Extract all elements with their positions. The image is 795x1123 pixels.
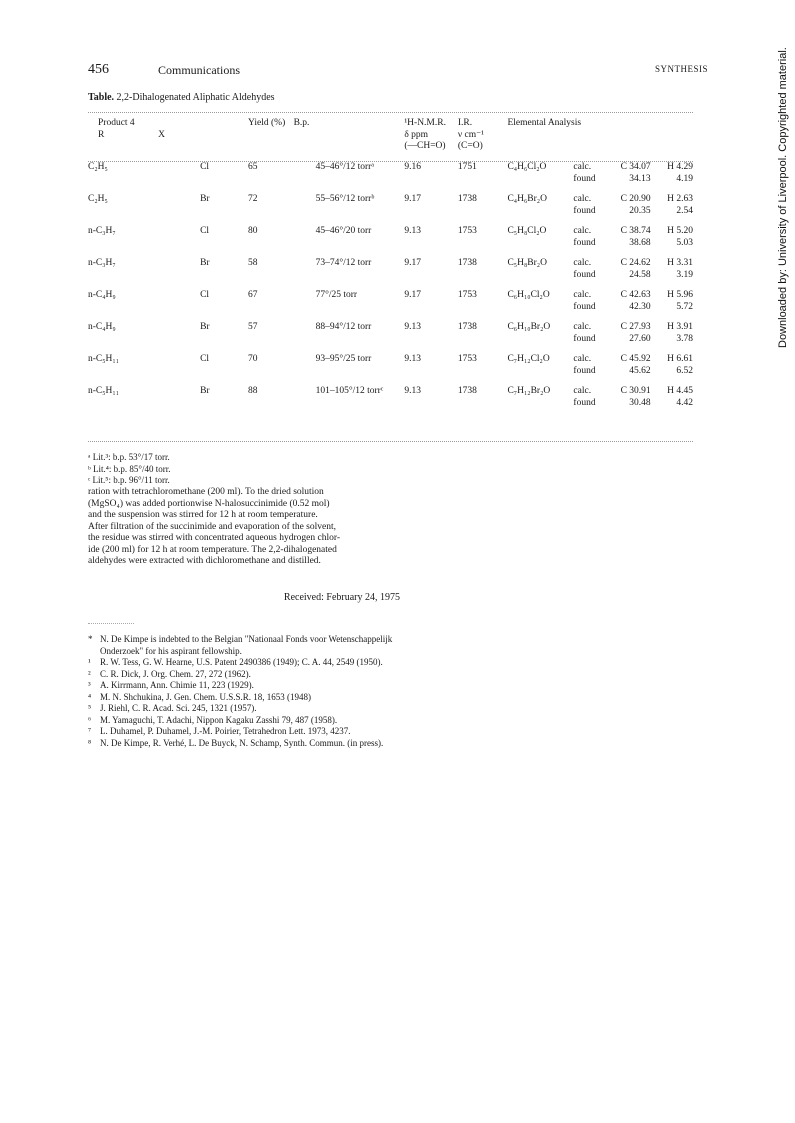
cell-carbon-calc: C 27.93: [620, 322, 651, 332]
cell-nmr: 9.13: [404, 226, 421, 236]
cell-r: C₂H₅: [88, 162, 108, 172]
cell-bp: 55–56°/12 torrᵇ: [315, 194, 375, 204]
cell-carbon-calc: C 34.07: [620, 162, 651, 172]
cell-hydrogen-calc: H 3.91: [667, 322, 693, 332]
cell-formula: C₅H₈Cl₂O: [507, 226, 547, 236]
cell-carbon-found: 45.62: [629, 365, 651, 376]
table-row: [88, 162, 693, 194]
reference-item: [88, 715, 408, 727]
table-top-rule: [88, 112, 693, 113]
cell-r: n-C₅H₁₁: [88, 354, 120, 364]
cell-hydrogen: [651, 226, 693, 258]
reference-mark: ⁵: [88, 703, 92, 713]
received-date: Received: February 24, 1975: [283, 592, 400, 603]
cell-yield: 88: [248, 386, 258, 396]
table-header-row: [88, 118, 693, 162]
cell-hydrogen-calc: H 2.63: [667, 194, 693, 204]
cell-nmr: 9.13: [404, 354, 421, 364]
cell-label-found: found: [573, 301, 596, 312]
cell-formula: C₄H₆Cl₂O: [507, 162, 547, 172]
table-row: [88, 194, 693, 226]
cell-carbon-found: 20.35: [629, 205, 651, 216]
cell-carbon: [611, 354, 650, 386]
col-r: R: [98, 129, 105, 140]
cell-yield: 80: [248, 226, 258, 236]
reference-mark: ¹: [88, 657, 91, 667]
cell-yield: 65: [248, 162, 258, 172]
body-line: and the suspension was stirred for 12 h at room temperature.: [88, 510, 318, 520]
cell-ir: 1753: [457, 226, 477, 236]
cell-carbon-calc: C 42.63: [620, 290, 651, 300]
cell-x: Br: [200, 258, 210, 268]
table-row: [88, 226, 693, 258]
reference-item: [88, 692, 408, 704]
body-line: aldehydes were extracted with dichloromethane and distilled.: [88, 556, 321, 566]
col-bp: B.p.: [293, 118, 310, 128]
cell-ir: 1738: [457, 322, 477, 332]
cell-hydrogen: [651, 194, 693, 226]
cell-nmr: 9.13: [404, 386, 421, 396]
cell-x: Cl: [200, 290, 210, 300]
cell-label-found: found: [573, 333, 596, 344]
cell-x: Cl: [200, 226, 210, 236]
cell-label-calc: calc.: [573, 162, 592, 172]
download-notice-text: Downloaded by: University of Liverpool. Copyrighted material.: [777, 47, 789, 348]
footnote-c: ᶜ Lit.⁵: b.p. 96°/11 torr.: [88, 475, 170, 485]
cell-label-calc: calc.: [573, 322, 592, 332]
cell-label-calc: calc.: [573, 194, 592, 204]
cell-x: Cl: [200, 354, 210, 364]
cell-formula: C₇H₁₂Cl₂O: [507, 354, 550, 364]
cell-hydrogen: [651, 162, 693, 194]
cell-yield: 57: [248, 322, 258, 332]
cell-ir: 1753: [457, 354, 477, 364]
cell-nmr: 9.13: [404, 322, 421, 332]
cell-r: n-C₄H₉: [88, 322, 116, 332]
body-line: (MgSO₄) was added portionwise N-halosuccinimide (0.52 mol): [88, 498, 330, 509]
page-number: 456: [88, 62, 109, 77]
reference-mark: ⁷: [88, 726, 92, 736]
cell-hydrogen-calc: H 4.45: [667, 386, 693, 396]
cell-label-calc: calc.: [573, 258, 592, 268]
reference-text: J. Riehl, C. R. Acad. Sci. 245, 1321 (1957).: [100, 703, 257, 713]
cell-x: Br: [200, 194, 210, 204]
cell-nmr: 9.16: [404, 162, 421, 172]
cell-hydrogen-found: 4.42: [676, 397, 693, 408]
cell-hydrogen-found: 5.72: [676, 301, 693, 312]
cell-hydrogen-found: 3.78: [676, 333, 693, 344]
cell-label: [573, 354, 611, 386]
cell-carbon: [611, 290, 650, 322]
cell-bp: 101–105°/12 torrᶜ: [315, 386, 384, 396]
cell-ir: 1751: [457, 162, 477, 172]
reference-mark: *: [88, 634, 93, 644]
cell-nmr: 9.17: [404, 194, 421, 204]
cell-bp: 45–46°/20 torr: [315, 226, 372, 236]
cell-r: n-C₄H₉: [88, 290, 116, 300]
cell-carbon: [611, 162, 650, 194]
reference-text: A. Kirrmann, Ann. Chimie 11, 223 (1929).: [100, 680, 254, 690]
cell-label-found: found: [573, 269, 596, 280]
table-row: [88, 354, 693, 386]
reference-mark: ²: [88, 668, 91, 679]
reference-mark: ³: [88, 680, 91, 690]
cell-label-calc: calc.: [573, 290, 592, 300]
cell-hydrogen-calc: H 3.31: [667, 258, 693, 268]
reference-text: N. De Kimpe is indebted to the Belgian "Nationaal Fonds voor Wetenschappelijk Onderzoek" for his aspirant fellowship.: [100, 634, 393, 656]
cell-formula: C₅H₈Br₂O: [507, 258, 547, 268]
cell-formula: C₆H₁₀Br₂O: [507, 322, 551, 332]
cell-hydrogen-found: 6.52: [676, 365, 693, 376]
cell-bp: 93–95°/25 torr: [315, 354, 372, 364]
cell-carbon-found: 24.58: [629, 269, 651, 280]
footnote-a: ᵃ Lit.³: b.p. 53°/17 torr.: [88, 452, 170, 462]
cell-carbon-found: 34.13: [629, 173, 651, 184]
cell-x: Cl: [200, 162, 210, 172]
cell-ir: 1738: [457, 258, 477, 268]
cell-yield: 70: [248, 354, 258, 364]
cell-bp: 45–46°/12 torrᵃ: [315, 162, 374, 172]
col-analysis: Elemental Analysis: [507, 118, 582, 128]
cell-carbon-calc: C 24.62: [620, 258, 651, 268]
reference-text: M. Yamaguchi, T. Adachi, Nippon Kagaku Zasshi 79, 487 (1958).: [100, 714, 338, 725]
reference-item: [88, 738, 408, 750]
cell-hydrogen: [651, 354, 693, 386]
reference-text: L. Duhamel, P. Duhamel, J.-M. Poirier, Tetrahedron Lett. 1973, 4237.: [100, 726, 351, 736]
col-ir-group: (C=O): [457, 141, 483, 151]
table-footnotes: [88, 452, 171, 487]
cell-formula: C₇H₁₂Br₂O: [507, 386, 551, 396]
body-line: After filtration of the succinimide and evaporation of the solvent,: [88, 521, 336, 532]
reference-text: R. W. Tess, G. W. Hearne, U.S. Patent 2490386 (1949); C. A. 44, 2549 (1950).: [100, 657, 383, 667]
col-ir-unit: ν cm⁻¹: [457, 129, 485, 140]
cell-label-calc: calc.: [573, 354, 592, 364]
col-nmr: ¹H-N.M.R.: [404, 118, 446, 128]
cell-hydrogen: [651, 290, 693, 322]
reference-mark: ⁸: [88, 737, 92, 748]
cell-x: Br: [200, 386, 210, 396]
cell-yield: 67: [248, 290, 258, 300]
table-row: [88, 322, 693, 354]
cell-r: n-C₃H₇: [88, 258, 116, 268]
reference-text: M. N. Shchukina, J. Gen. Chem. U.S.S.R. 18, 1653 (1948): [100, 691, 311, 702]
reference-item: [88, 669, 408, 681]
footnote-b: ᵇ Lit.⁴: b.p. 85°/40 torr.: [88, 463, 171, 474]
cell-ir: 1753: [457, 290, 477, 300]
cell-bp: 88–94°/12 torr: [315, 322, 372, 332]
cell-hydrogen-calc: H 5.20: [667, 226, 693, 236]
cell-hydrogen-calc: H 5.96: [667, 290, 693, 300]
journal-name: SYNTHESIS: [654, 64, 708, 74]
col-product: Product 4: [98, 118, 135, 128]
body-text: [88, 487, 400, 568]
cell-label: [573, 386, 611, 418]
reference-item: [88, 703, 408, 715]
cell-formula: C₆H₁₀Cl₂O: [507, 290, 550, 300]
cell-carbon-calc: C 30.91: [620, 386, 651, 396]
cell-hydrogen: [651, 386, 693, 418]
col-nmr-group: (—CH=O): [404, 141, 446, 151]
cell-hydrogen-calc: H 6.61: [667, 354, 693, 364]
cell-label-calc: calc.: [573, 226, 592, 236]
cell-hydrogen: [651, 322, 693, 354]
col-nmr-unit: δ ppm: [404, 129, 429, 140]
cell-carbon: [611, 322, 650, 354]
reference-text: C. R. Dick, J. Org. Chem. 27, 272 (1962).: [100, 668, 251, 679]
cell-label: [573, 290, 611, 322]
cell-bp: 77°/25 torr: [315, 290, 358, 300]
cell-r: n-C₅H₁₁: [88, 386, 120, 396]
page-header: [88, 62, 708, 78]
cell-r: C₂H₅: [88, 194, 108, 204]
cell-hydrogen-found: 4.19: [676, 173, 693, 184]
cell-ir: 1738: [457, 194, 477, 204]
table-row: [88, 386, 693, 418]
cell-carbon: [611, 386, 650, 418]
cell-carbon-found: 42.30: [629, 301, 651, 312]
cell-label-found: found: [573, 397, 596, 408]
cell-yield: 58: [248, 258, 258, 268]
cell-carbon-found: 27.60: [629, 333, 651, 344]
cell-nmr: 9.17: [404, 258, 421, 268]
cell-carbon-calc: C 20.90: [620, 194, 651, 204]
cell-carbon-calc: C 45.92: [620, 354, 651, 364]
table-row: [88, 290, 693, 322]
table-row: [88, 258, 693, 290]
col-yield: Yield (%): [248, 118, 286, 128]
reference-item: [88, 634, 408, 657]
cell-hydrogen: [651, 258, 693, 290]
col-x: X: [158, 129, 165, 140]
reference-item: [88, 657, 408, 669]
cell-bp: 73–74°/12 torr: [315, 258, 372, 268]
cell-label: [573, 194, 611, 226]
cell-label: [573, 322, 611, 354]
references-rule: [88, 623, 134, 624]
cell-carbon: [611, 226, 650, 258]
cell-ir: 1738: [457, 386, 477, 396]
cell-carbon: [611, 194, 650, 226]
cell-carbon-found: 30.48: [629, 397, 651, 408]
cell-hydrogen-found: 2.54: [676, 205, 693, 216]
references-list: [88, 634, 408, 749]
data-table: [88, 118, 693, 418]
cell-label: [573, 258, 611, 290]
cell-carbon-found: 38.68: [629, 237, 651, 248]
reference-item: [88, 726, 408, 738]
cell-hydrogen-found: 5.03: [676, 237, 693, 248]
cell-yield: 72: [248, 194, 258, 204]
cell-label: [573, 162, 611, 194]
cell-hydrogen-calc: H 4.29: [667, 162, 693, 172]
cell-carbon: [611, 258, 650, 290]
cell-formula: C₄H₆Br₂O: [507, 194, 547, 204]
section-title: Communications: [158, 63, 240, 77]
cell-label-found: found: [573, 205, 596, 216]
cell-label-calc: calc.: [573, 386, 592, 396]
cell-r: n-C₃H₇: [88, 226, 116, 236]
body-line: ide (200 ml) for 12 h at room temperature. The 2,2-dihalogenated: [88, 544, 337, 555]
cell-x: Br: [200, 322, 210, 332]
cell-hydrogen-found: 3.19: [676, 269, 693, 280]
reference-mark: ⁶: [88, 714, 92, 725]
cell-carbon-calc: C 38.74: [620, 226, 651, 236]
col-ir: I.R.: [457, 118, 473, 128]
cell-label-found: found: [573, 365, 596, 376]
cell-nmr: 9.17: [404, 290, 421, 300]
cell-label-found: found: [573, 173, 596, 184]
reference-text: N. De Kimpe, R. Verhé, L. De Buyck, N. Schamp, Synth. Commun. (in press).: [100, 737, 384, 748]
table-label: Table.: [88, 92, 115, 103]
body-line: the residue was stirred with concentrated aqueous hydrogen chlor-: [88, 533, 341, 543]
cell-label: [573, 226, 611, 258]
reference-item: [88, 680, 408, 692]
table-title: 2,2-Dihalogenated Aliphatic Aldehydes: [116, 92, 275, 103]
table-caption: [88, 92, 275, 103]
cell-label-found: found: [573, 237, 596, 248]
body-line: ration with tetrachloromethane (200 ml). To the dried solution: [88, 487, 324, 497]
table-bottom-rule: [88, 441, 693, 442]
reference-mark: ⁴: [88, 691, 92, 702]
